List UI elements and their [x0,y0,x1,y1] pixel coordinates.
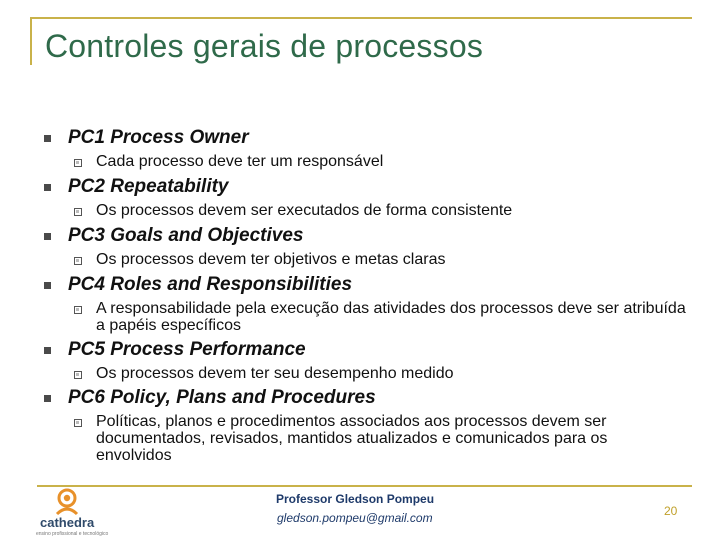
item-description: Os processos devem ser executados de forma consistente [96,202,513,219]
hollow-square-bullet-icon [74,371,82,379]
hollow-square-bullet-icon [74,257,82,265]
hollow-square-bullet-icon [74,306,82,314]
item-description: A responsabilidade pela execução das atividades dos processos deve ser atribuída a papéis específicos [96,300,686,334]
item-description: Os processos devem ter seu desempenho medido [96,365,454,382]
footer-author: Professor Gledson Pompeu [276,492,435,506]
item-description: Cada processo deve ter um responsável [96,153,384,170]
square-bullet-icon [44,233,51,240]
item-title: PC2 Repeatability [68,176,229,197]
item-title: PC3 Goals and Objectives [68,225,304,246]
footer-email: gledson.pompeu@gmail.com [277,511,433,525]
square-bullet-icon [44,347,51,354]
page-number: 20 [664,504,678,518]
item-title: PC6 Policy, Plans and Procedures [68,387,376,408]
hollow-square-bullet-icon [74,419,82,427]
logo-wordmark: cathedra [40,515,95,530]
square-bullet-icon [44,184,51,191]
item-title: PC5 Process Performance [68,339,306,360]
logo-tagline: ensino profissional e tecnológico [36,531,109,537]
item-title: PC4 Roles and Responsibilities [68,274,353,295]
item-description: Políticas, planos e procedimentos associados aos processos devem ser documentados, revisados, mantidos atualizados e comunicados para os envolvidos [96,413,608,464]
hollow-square-bullet-icon [74,208,82,216]
hollow-square-bullet-icon [74,159,82,167]
slide-title: Controles gerais de processos [45,28,484,64]
square-bullet-icon [44,395,51,402]
item-description: Os processos devem ter objetivos e metas claras [96,251,446,268]
square-bullet-icon [44,282,51,289]
item-title: PC1 Process Owner [68,127,249,148]
title-frame-top-rule [30,17,692,19]
title-frame-left-rule [30,17,32,65]
square-bullet-icon [44,135,51,142]
footer-rule [37,485,692,487]
